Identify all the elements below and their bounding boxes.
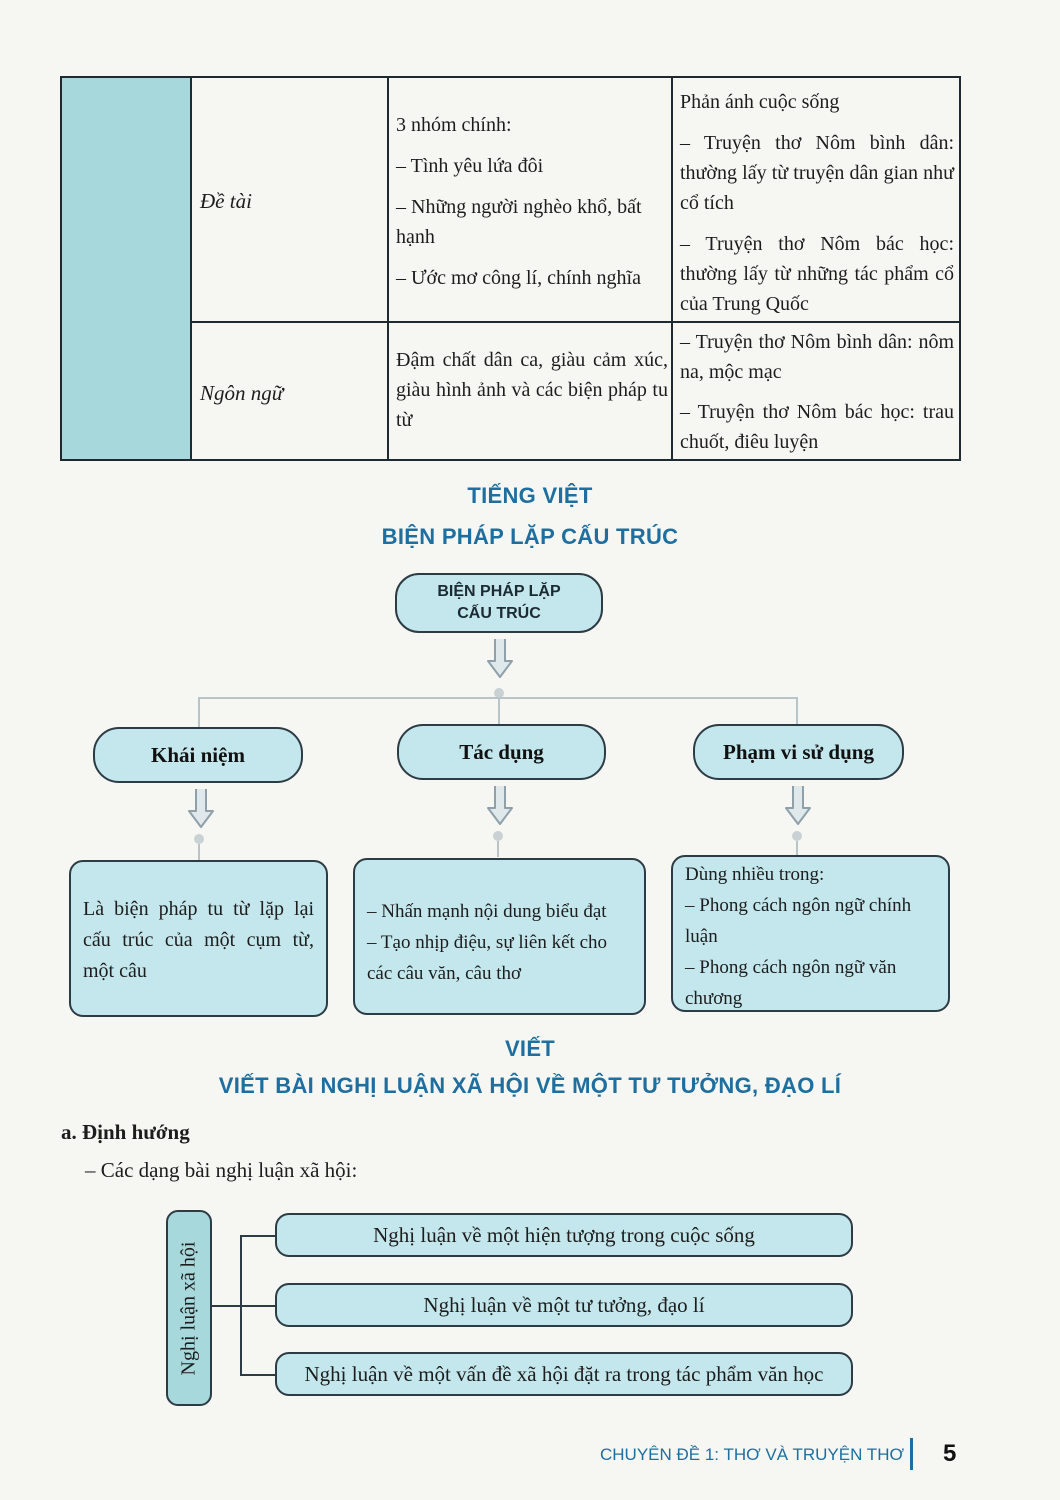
cell-line: 3 nhóm chính: [396, 114, 512, 136]
root-label-line: CẤU TRÚC [457, 605, 541, 622]
cell-line: Phản ánh cuộc sống [680, 91, 840, 113]
branch-label: Nghị luận về một hiện tượng trong cuộc sống [373, 1222, 755, 1247]
footer-divider [910, 1438, 913, 1470]
root-label-line: BIỆN PHÁP LẶP [437, 583, 561, 600]
box-text: – Phong cách ngôn ngữ chính luận [685, 895, 912, 947]
tree-connector [212, 1305, 240, 1307]
node-tac-dung [397, 724, 606, 780]
node-title: Phạm vi sử dụng [723, 739, 874, 764]
pham-vi-content-box [671, 855, 950, 1012]
table-divider [387, 78, 389, 459]
summary-table [60, 76, 961, 461]
branch-label: Nghị luận về một vấn đề xã hội đặt ra trong tác phẩm văn học [304, 1361, 824, 1386]
connector-dot [493, 831, 503, 841]
part-a-heading: a. Định hướng [61, 1120, 190, 1144]
cell-line: – Tình yêu lứa đôi [396, 155, 544, 177]
box-text: Là biện pháp tu từ lặp lại cấu trúc của một cụm từ, một câu [83, 898, 314, 982]
cell-line: – Truyện thơ Nôm bình dân: nôm na, mộc mạc [680, 331, 954, 383]
cell-line: – Những người nghèo khổ, bất hạnh [396, 196, 642, 248]
table-row-divider [192, 321, 961, 323]
node-title: Tác dụng [459, 739, 544, 764]
nghi-luan-xa-hoi-root [166, 1210, 212, 1406]
connector-line [498, 697, 500, 727]
diagram-root-node [395, 573, 603, 633]
box-text: – Nhấn mạnh nội dung biểu đạt [367, 901, 607, 922]
box-text: – Tạo nhịp điệu, sự liên kết cho các câu văn, câu thơ [367, 932, 608, 984]
connector-line [497, 841, 499, 857]
node-khai-niem [93, 727, 303, 783]
row-label-ngon-ngu: Ngôn ngữ [200, 381, 284, 405]
cell-line: Đậm chất dân ca, giàu cảm xúc, giàu hình ảnh và các biện pháp tu từ [396, 349, 668, 431]
down-arrow-icon [485, 784, 515, 828]
connector-line [198, 697, 200, 727]
connector-dot [194, 834, 204, 844]
row2-middle-cell [396, 345, 668, 435]
row-label-de-tai: Đề tài [200, 189, 252, 213]
branch-van-de-tac-pham [275, 1352, 853, 1396]
section-heading-viet: VIẾT [504, 1036, 556, 1061]
khai-niem-content-box [69, 860, 328, 1017]
tree-connector [240, 1235, 276, 1237]
row2-right-cell [680, 327, 954, 457]
root-label: Nghị luận xã hội [177, 1241, 200, 1375]
tac-dung-content-box [353, 858, 646, 1015]
table-side-column [62, 78, 192, 459]
down-arrow-icon [485, 637, 515, 681]
section-heading-tieng-viet: TIẾNG VIỆT [467, 483, 593, 508]
section-subheading-nghi-luan: VIẾT BÀI NGHỊ LUẬN XÃ HỘI VỀ MỘT TƯ TƯỞNG, ĐẠO LÍ [218, 1073, 842, 1098]
table-divider [671, 78, 673, 459]
tree-connector [240, 1374, 276, 1376]
branch-hien-tuong [275, 1213, 853, 1257]
connector-dot [792, 831, 802, 841]
cell-line: – Ước mơ công lí, chính nghĩa [396, 267, 641, 289]
branch-tu-tuong-dao-li [275, 1283, 853, 1327]
row1-right-cell [680, 87, 954, 319]
page-number: 5 [943, 1440, 957, 1467]
box-text: – Phong cách ngôn ngữ văn chương [685, 957, 897, 1009]
intro-text: – Các dạng bài nghị luận xã hội: [85, 1158, 358, 1182]
cell-line: – Truyện thơ Nôm bác học: trau chuốt, điêu luyện [680, 401, 954, 453]
box-text: Dùng nhiều trong: [685, 864, 825, 885]
down-arrow-icon [186, 787, 216, 831]
chapter-footer: CHUYÊN ĐỀ 1: THƠ VÀ TRUYỆN THƠ [600, 1445, 905, 1464]
branch-label: Nghị luận về một tư tưởng, đạo lí [423, 1292, 705, 1317]
node-title: Khái niệm [151, 742, 245, 767]
down-arrow-icon [783, 784, 813, 828]
connector-line [796, 697, 798, 727]
connector-line [198, 844, 200, 860]
tree-connector [240, 1305, 276, 1307]
node-pham-vi-su-dung [693, 724, 904, 780]
connector-line [796, 841, 798, 855]
section-subheading-lap-cau-truc: BIỆN PHÁP LẶP CẤU TRÚC [381, 524, 679, 549]
cell-line: – Truyện thơ Nôm bác học: thường lấy từ những tác phẩm cổ của Trung Quốc [680, 233, 954, 315]
row1-middle-cell [396, 110, 668, 293]
cell-line: – Truyện thơ Nôm bình dân: thường lấy từ truyện dân gian như cổ tích [680, 132, 954, 214]
